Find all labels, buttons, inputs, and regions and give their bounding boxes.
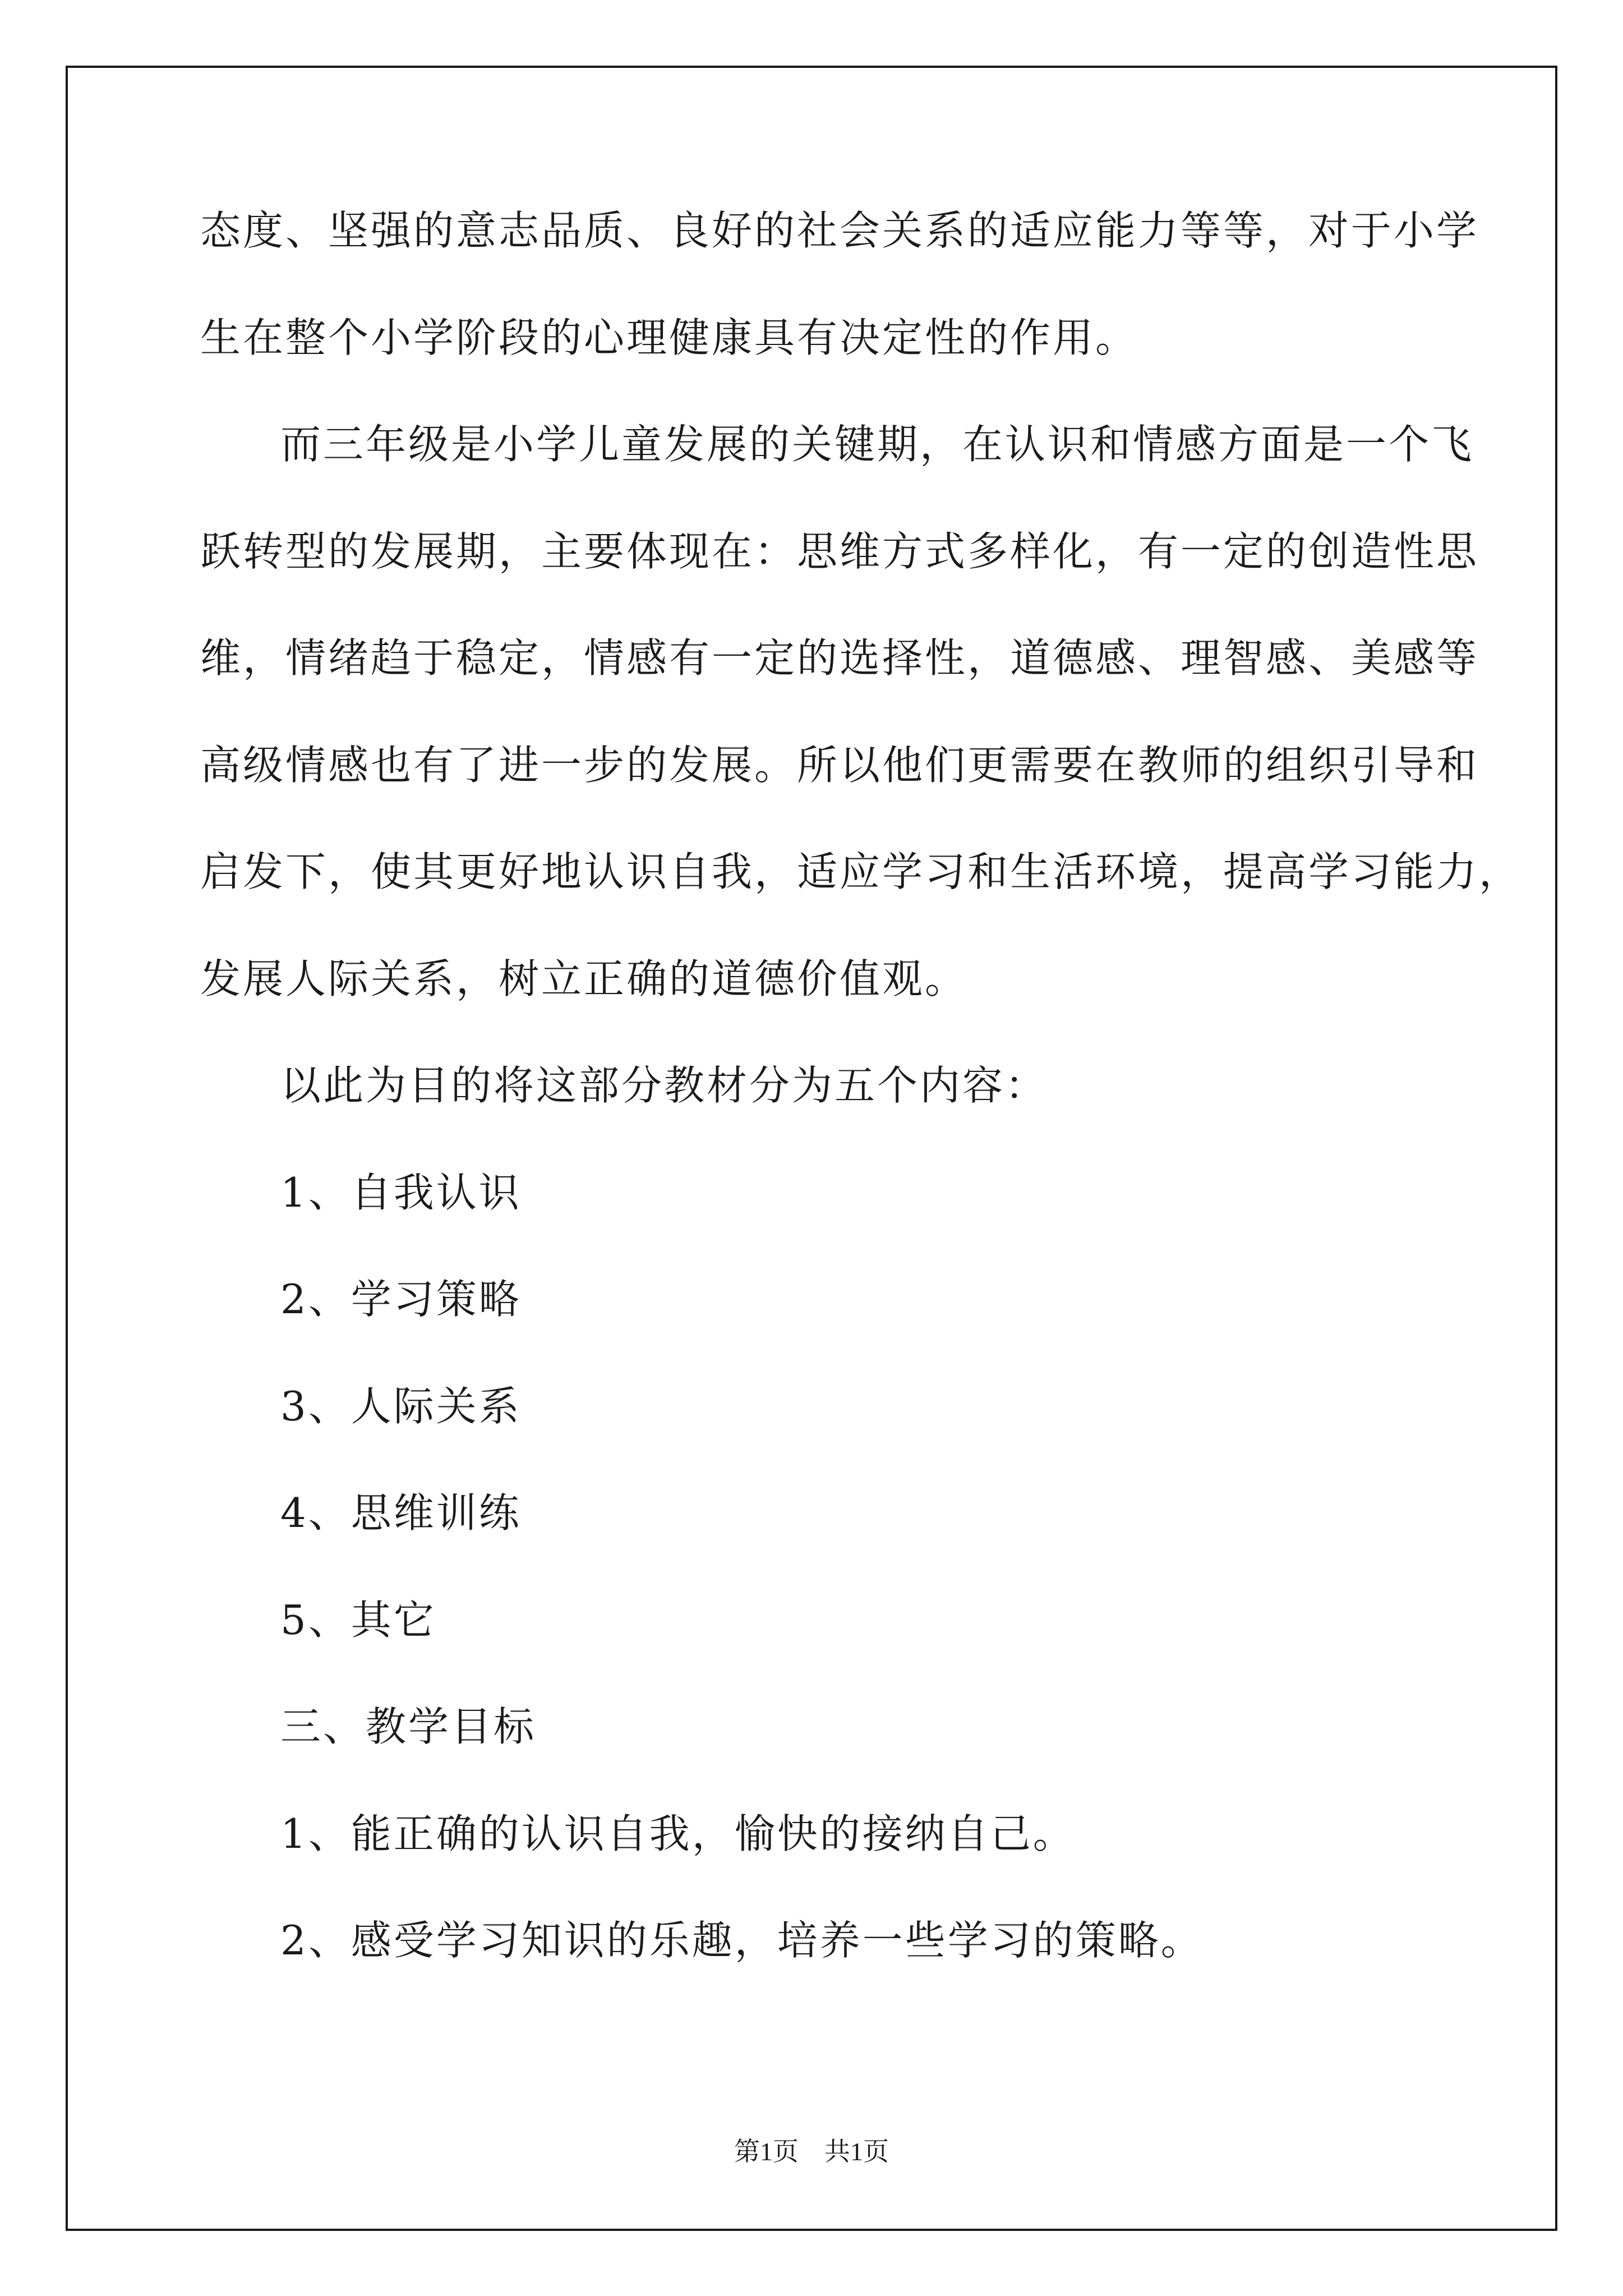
page-number-footer: 第1页 共1页 — [734, 2137, 889, 2166]
text-line-4: 跃转型的发展期，主要体现在：思维方式多样化，有一定的创造性思 — [200, 527, 1479, 575]
text-line-6: 高级情感也有了进一步的发展。所以他们更需要在教师的组织引导和 — [200, 741, 1479, 789]
list-item-5: 5、其它 — [280, 1596, 436, 1644]
list-item-4: 4、思维训练 — [280, 1489, 522, 1536]
document-body — [200, 207, 1522, 2027]
text-line-8: 发展人际关系，树立正确的道德价值观。 — [200, 955, 968, 1002]
section-heading: 三、教学目标 — [280, 1703, 537, 1750]
text-line-5: 维，情绪趋于稳定，情感有一定的选择性，道德感、理智感、美感等 — [200, 634, 1479, 682]
list-item-1: 1、自我认识 — [280, 1168, 522, 1216]
list-item-3: 3、人际关系 — [280, 1382, 522, 1430]
text-line-1: 态度、坚强的意志品质、良好的社会关系的适应能力等等，对于小学 — [200, 207, 1479, 254]
text-line-9: 以此为目的将这部分教材分为五个内容： — [280, 1062, 1048, 1109]
text-line-3: 而三年级是小学儿童发展的关键期，在认识和情感方面是一个飞 — [280, 421, 1474, 468]
list-item-2: 2、学习策略 — [280, 1276, 522, 1323]
goal-item-2: 2、感受学习知识的乐趣，培养一些学习的策略。 — [280, 1917, 1204, 1964]
text-line-2: 生在整个小学阶段的心理健康具有决定性的作用。 — [200, 314, 1138, 361]
text-line-7: 启发下，使其更好地认识自我，适应学习和生活环境，提高学习能力， — [200, 848, 1522, 895]
goal-item-1: 1、能正确的认识自我，愉快的接纳自己。 — [280, 1810, 1076, 1857]
